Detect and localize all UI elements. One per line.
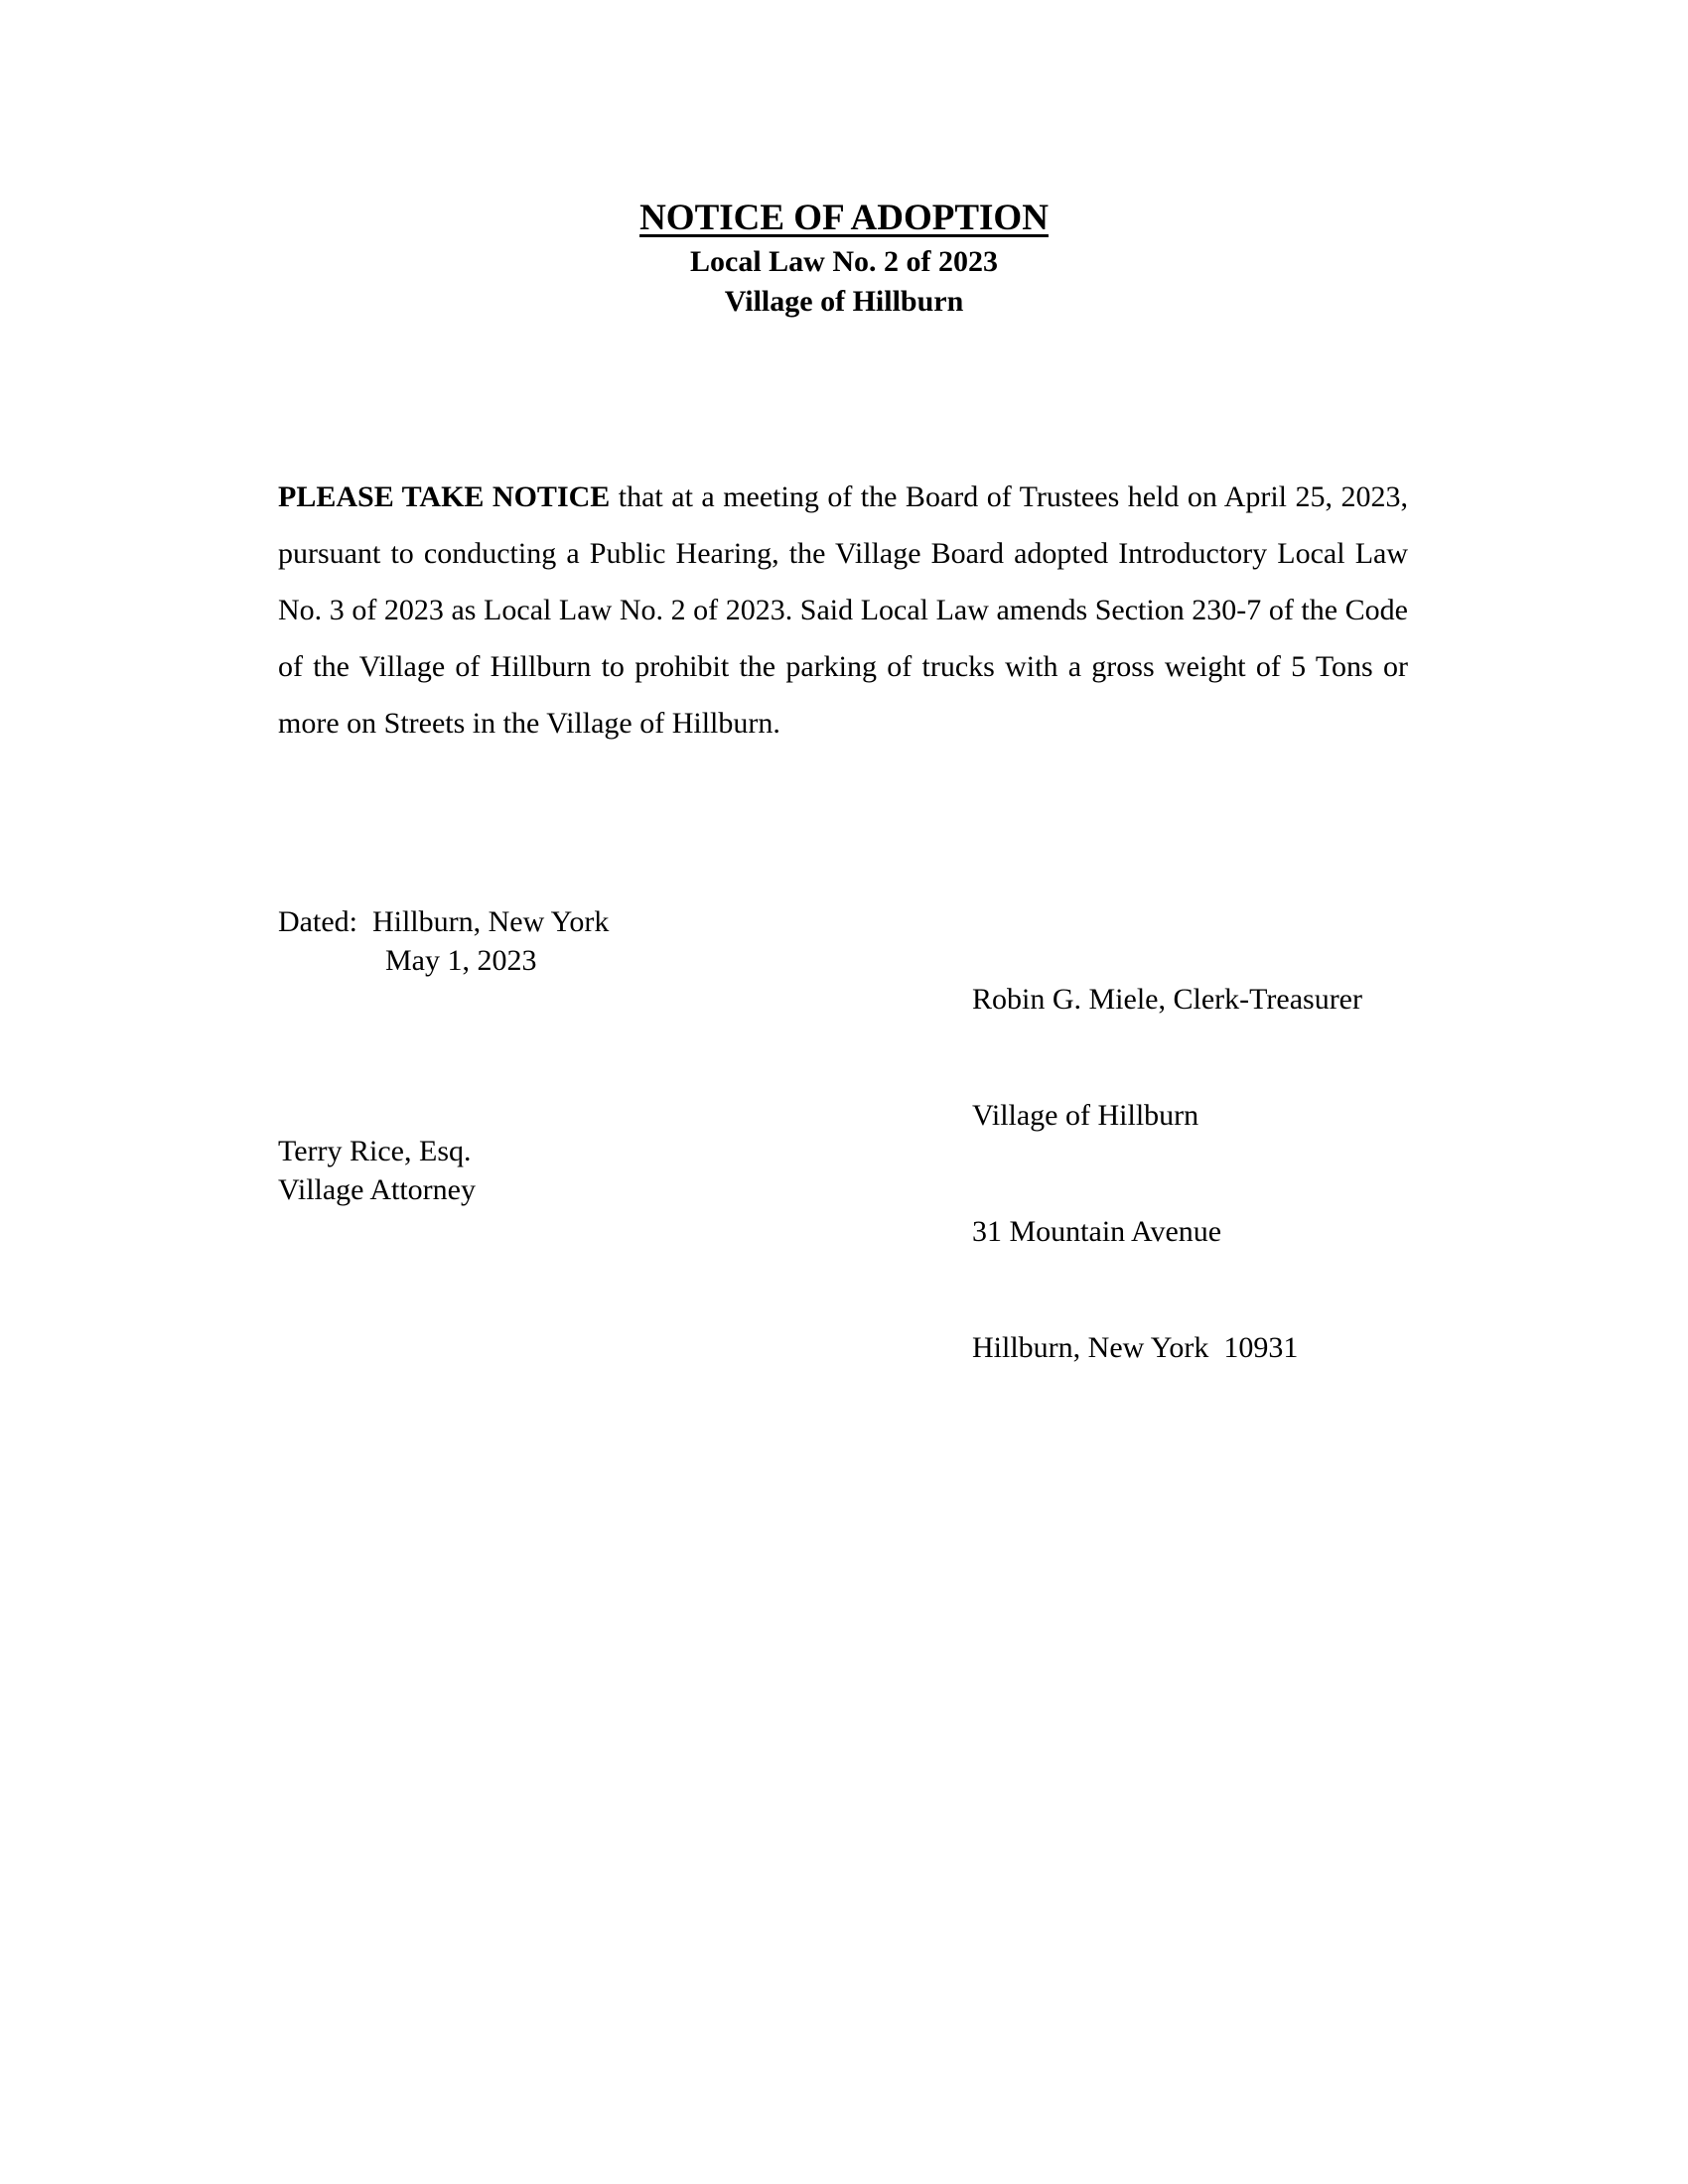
attorney-name: Terry Rice, Esq.: [278, 1135, 472, 1167]
notice-text: that at a meeting of the Board of Trustees held on April 25, 2023, pursuant to conducting a Public Hearing, the Village Board adopted Introductory Local Law No. 3 of 2023 as Local Law No. 2 of 2023. Said Local Law amends Section 230-7 of the Code of the Village of Hillburn to prohibit the parking of trucks with a gross weight of 5 Tons or more on Streets in the Village of Hillburn.: [278, 480, 1408, 740]
signatory-organization: Village of Hillburn: [972, 1099, 1199, 1132]
attorney-title: Village Attorney: [278, 1173, 476, 1206]
notice-header: [0, 195, 1688, 322]
signatory-city: Hillburn, New York 10931: [972, 1331, 1299, 1364]
attorney-block: [278, 1132, 476, 1209]
signatory-name: Robin G. Miele, Clerk-Treasurer: [972, 983, 1362, 1016]
signatory-street: 31 Mountain Avenue: [972, 1215, 1222, 1248]
notice-paragraph: [278, 469, 1408, 751]
document-title: NOTICE OF ADOPTION: [639, 198, 1049, 238]
village-name-heading: Village of Hillburn: [724, 285, 964, 318]
dated-label: Dated:: [278, 905, 357, 938]
signatory-block: [972, 902, 1362, 1444]
local-law-number: Local Law No. 2 of 2023: [690, 245, 998, 278]
notice-lead: PLEASE TAKE NOTICE: [278, 480, 611, 513]
dated-date: May 1, 2023: [385, 944, 537, 977]
dated-row: [278, 902, 609, 941]
dated-block: [278, 902, 609, 980]
dated-place: Hillburn, New York: [371, 905, 610, 938]
